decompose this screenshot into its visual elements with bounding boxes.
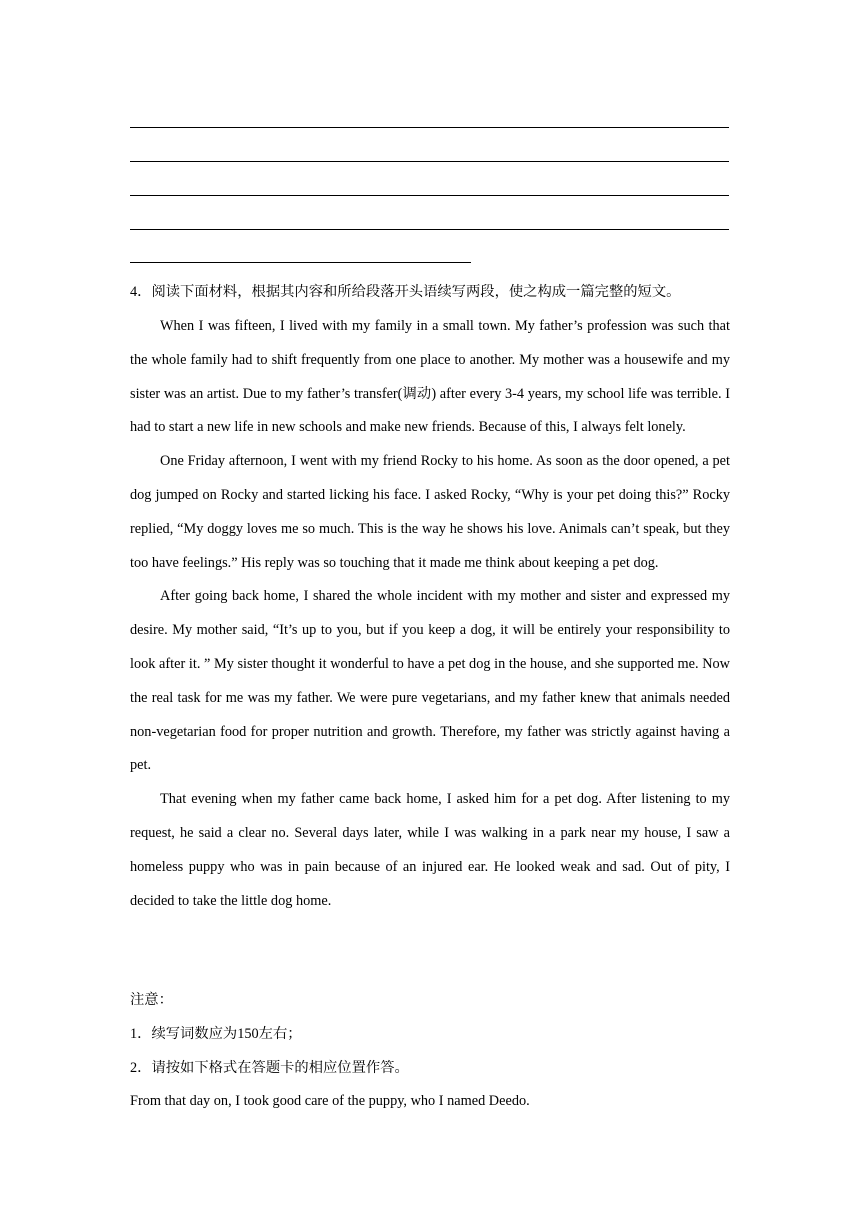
- note-item: 2．请按如下格式在答题卡的相应位置作答。: [130, 1059, 409, 1076]
- passage-paragraph: When I was fifteen, I lived with my family in a small town. My father’s profession was such that the whole family had to shift frequently from one place to another. My mother was a housewife and my sister was an artist. Due to my father’s transfer(调动) after every 3-4 years, my school life was terrible. I had to start a new life in new schools and make new friends. Because of this, I always felt lonely.: [130, 318, 730, 436]
- passage-paragraph: After going back home, I shared the whole incident with my mother and sister and expressed my desire. My mother said, “It’s up to you, but if you keep a dog, it will be entirely your responsibility to look after it. ” My sister thought it wonderful to have a pet dog in the house, and she supported me. Now the real task for me was my father. We were pure vegetarians, and my father knew that animals needed non-vegetarian food for proper nutrition and growth. Therefore, my father was strictly against having a pet.: [130, 588, 730, 774]
- question-number: 4．: [130, 284, 152, 300]
- notes-section: [130, 984, 730, 1119]
- note-item: 1．续写词数应为150左右；: [130, 1025, 302, 1042]
- answer-line: [130, 127, 729, 128]
- reading-passage: [130, 310, 730, 918]
- answer-line: [130, 195, 729, 196]
- question-heading: [130, 276, 730, 310]
- passage-paragraph: One Friday afternoon, I went with my friend Rocky to his home. As soon as the door opened, a pet dog jumped on Rocky and started licking his face. I asked Rocky, “Why is your pet doing this?” Rocky replied, “My doggy loves me so much. This is the way he shows his love. Animals can’t speak, but they too have feelings.” His reply was so touching that it made me think about keeping a pet dog.: [130, 453, 730, 571]
- answer-line: [130, 262, 471, 263]
- answer-line: [130, 229, 729, 230]
- paragraph-start-sentence: From that day on, I took good care of the puppy, who I named Deedo.: [130, 1093, 530, 1110]
- question-instruction: 阅读下面材料，根据其内容和所给段落开头语续写两段，使之构成一篇完整的短文。: [151, 284, 681, 300]
- passage-paragraph: That evening when my father came back home, I asked him for a pet dog. After listening to my request, he said a clear no. Several days later, while I was walking in a park near my house, I saw a homeless puppy who was in pain because of an injured ear. He looked weak and sad. Out of pity, I decided to take the little dog home.: [130, 791, 730, 909]
- answer-line: [130, 161, 729, 162]
- notes-heading: 注意：: [130, 992, 173, 1008]
